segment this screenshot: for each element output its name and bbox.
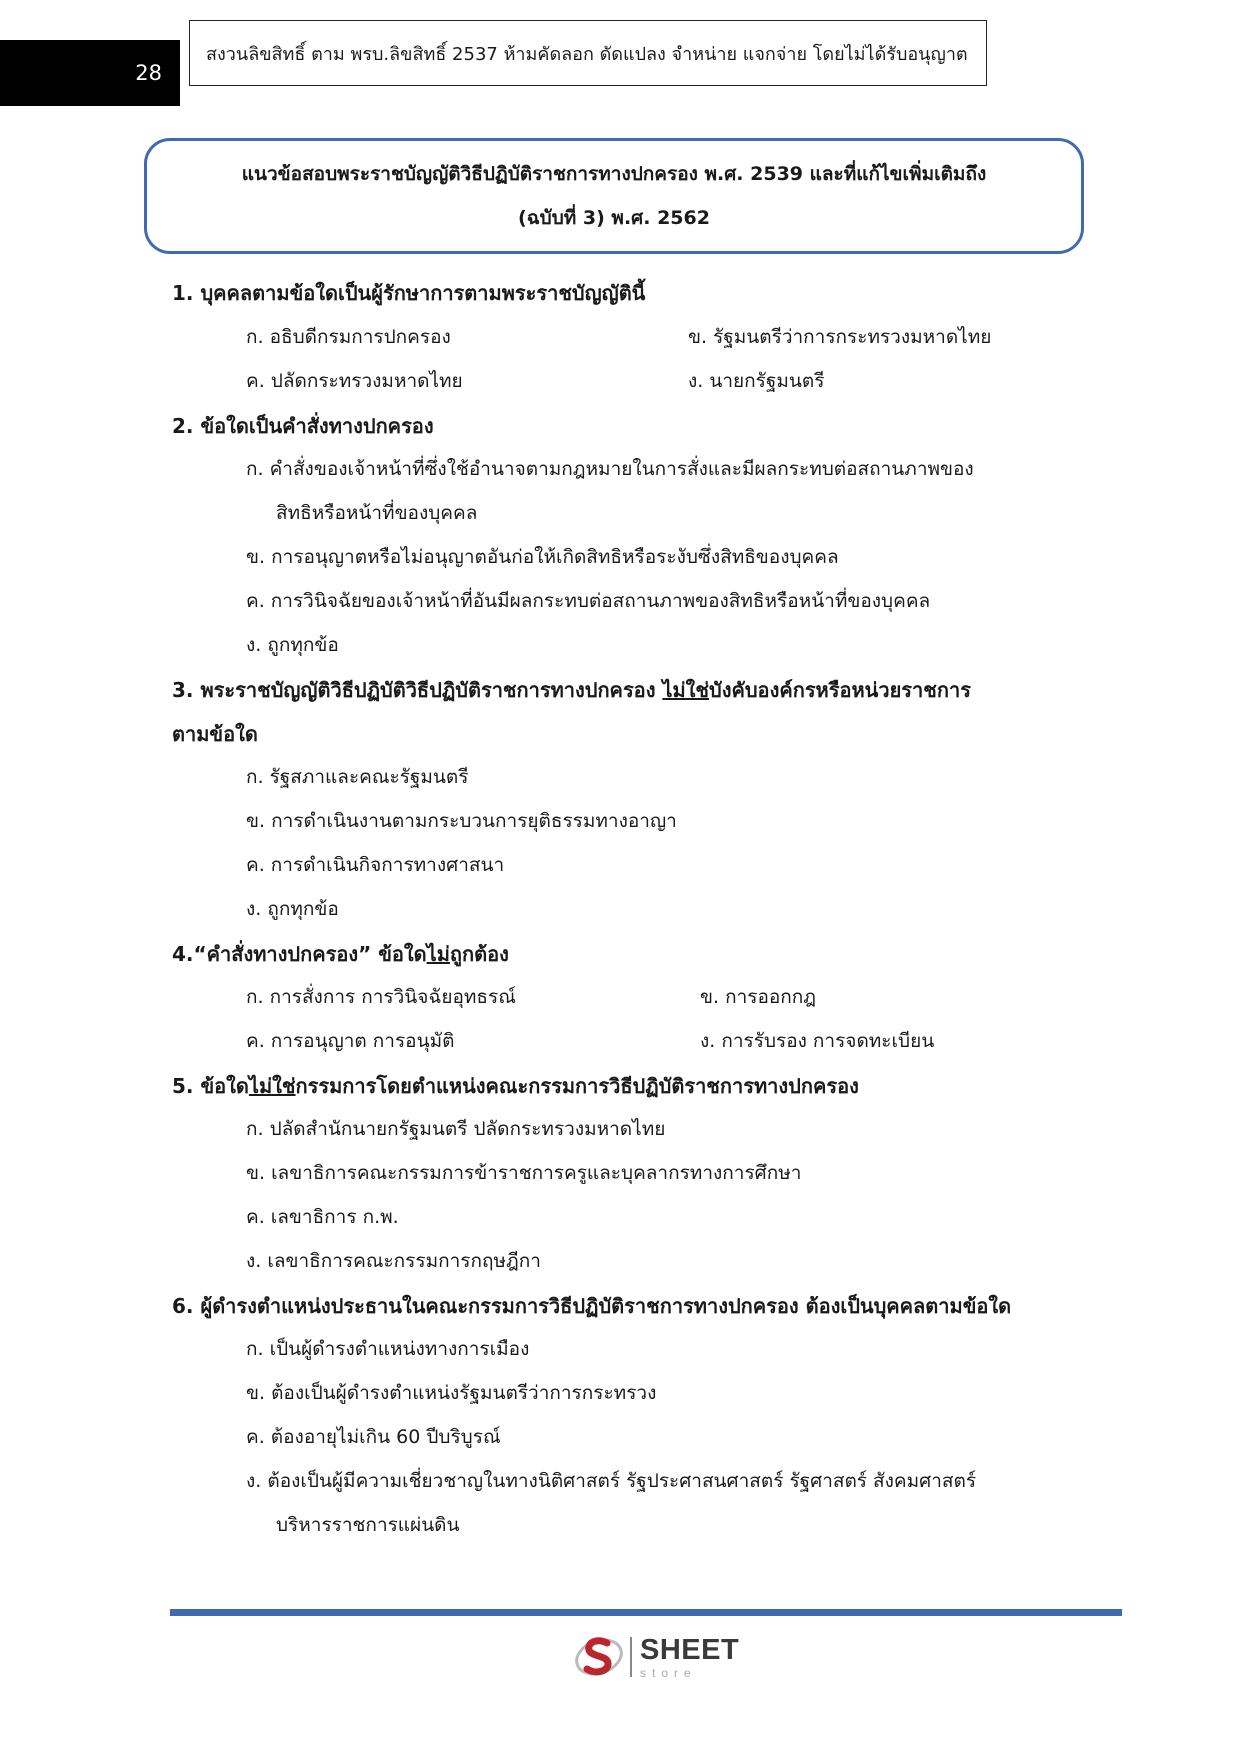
q3-text-underlined: ไม่ใช่ <box>662 678 710 702</box>
logo-separator <box>630 1637 632 1677</box>
q4-option-c: ค. การอนุญาต การอนุมัติ <box>246 1030 455 1052</box>
q5-text-underlined: ไม่ใช่ <box>248 1074 296 1098</box>
q4-text-before: 4.“คำสั่งทางปกครอง” ข้อใด <box>172 942 427 966</box>
q3-option-b: ข. การดำเนินงานตามกระบวนการยุติธรรมทางอาญา <box>246 810 677 832</box>
q3-text-before: 3. พระราชบัญญัติวิธีปฏิบัติวิธีปฏิบัติราชการทางปกครอง <box>172 678 663 702</box>
q3-option-c: ค. การดำเนินกิจการทางศาสนา <box>246 854 505 876</box>
footer-divider <box>170 1609 1122 1616</box>
question-4 <box>172 938 509 970</box>
q5-option-d: ง. เลขาธิการคณะกรรมการกฤษฎีกา <box>246 1250 541 1272</box>
q4-option-d: ง. การรับรอง การจดทะเบียน <box>700 1030 935 1052</box>
q5-option-a: ก. ปลัดสำนักนายกรัฐมนตรี ปลัดกระทรวงมหาดไทย <box>246 1118 666 1140</box>
q4-text-underlined: ไม่ <box>426 942 450 966</box>
sheet-store-logo <box>574 1630 739 1684</box>
title-line-2: (ฉบับที่ 3) พ.ศ. 2562 <box>518 207 710 229</box>
q5-text-after: กรรมการโดยตำแหน่งคณะกรรมการวิธีปฏิบัติราชการทางปกครอง <box>295 1074 859 1098</box>
q5-option-b: ข. เลขาธิการคณะกรรมการข้าราชการครูและบุคลากรทางการศึกษา <box>246 1162 802 1184</box>
q4-option-a: ก. การสั่งการ การวินิจฉัยอุทธรณ์ <box>246 986 516 1008</box>
logo-sub-text: store <box>640 1665 697 1680</box>
q5-text-before: 5. ข้อใด <box>172 1074 249 1098</box>
q6-option-d-cont: บริหารราชการแผ่นดิน <box>276 1514 460 1536</box>
q5-option-c: ค. เลขาธิการ ก.พ. <box>246 1206 399 1228</box>
question-1: 1. บุคคลตามข้อใดเป็นผู้รักษาการตามพระราชบัญญัตินี้ <box>172 281 646 305</box>
page-number: 28 <box>135 61 162 85</box>
q6-option-d: ง. ต้องเป็นผู้มีความเชี่ยวชาญในทางนิติศาสตร์ รัฐประศาสนศาสตร์ รัฐศาสตร์ สังคมศาสตร์ <box>246 1470 977 1492</box>
q2-option-a: ก. คำสั่งของเจ้าหน้าที่ซึ่งใช้อำนาจตามกฎหมายในการสั่งและมีผลกระทบต่อสถานภาพของ <box>246 458 974 480</box>
q6-option-b: ข. ต้องเป็นผู้ดำรงตำแหน่งรัฐมนตรีว่าการกระทรวง <box>246 1382 657 1404</box>
question-5 <box>172 1070 859 1102</box>
q1-option-b: ข. รัฐมนตรีว่าการกระทรวงมหาดไทย <box>688 326 992 348</box>
q3-text-after: บังคับองค์กรหรือหน่วยราชการ <box>709 678 971 702</box>
q2-option-a-cont: สิทธิหรือหน้าที่ของบุคคล <box>276 502 478 524</box>
q1-option-a: ก. อธิบดีกรมการปกครอง <box>246 326 451 348</box>
q2-option-c: ค. การวินิจฉัยของเจ้าหน้าที่อันมีผลกระทบต่อสถานภาพของสิทธิหรือหน้าที่ของบุคคล <box>246 590 931 612</box>
logo-main-text: SHEET <box>640 1633 740 1666</box>
q6-option-a: ก. เป็นผู้ดำรงตำแหน่งทางการเมือง <box>246 1338 530 1360</box>
title-line-1: แนวข้อสอบพระราชบัญญัติวิธีปฏิบัติราชการทางปกครอง พ.ศ. 2539 และที่แก้ไขเพิ่มเติมถึง <box>241 163 987 185</box>
q1-option-d: ง. นายกรัฐมนตรี <box>688 370 825 392</box>
q2-option-d: ง. ถูกทุกข้อ <box>246 634 339 656</box>
q6-option-c: ค. ต้องอายุไม่เกิน 60 ปีบริบูรณ์ <box>246 1426 501 1448</box>
q2-option-b: ข. การอนุญาตหรือไม่อนุญาตอันก่อให้เกิดสิทธิหรือระงับซึ่งสิทธิของบุคคล <box>246 546 839 568</box>
question-6: 6. ผู้ดำรงตำแหน่งประธานในคณะกรรมการวิธีปฏิบัติราชการทางปกครอง ต้องเป็นบุคคลตามข้อใด <box>172 1294 1012 1318</box>
question-3 <box>172 674 971 706</box>
question-3-cont: ตามข้อใด <box>172 722 258 746</box>
q3-option-a: ก. รัฐสภาและคณะรัฐมนตรี <box>246 766 469 788</box>
question-2: 2. ข้อใดเป็นคำสั่งทางปกครอง <box>172 414 434 438</box>
logo-wordmark <box>640 1633 740 1680</box>
q1-option-c: ค. ปลัดกระทรวงมหาดไทย <box>246 370 463 392</box>
q4-option-b: ข. การออกกฎ <box>700 986 817 1008</box>
sheet-store-s-logo-icon <box>574 1632 624 1682</box>
q4-text-after: ถูกต้อง <box>449 942 509 966</box>
copyright-notice: สงวนลิขสิทธิ์ ตาม พรบ.ลิขสิทธิ์ 2537 ห้ามคัดลอก ดัดแปลง จำหน่าย แจกจ่าย โดยไม่ได้รับอนุญาต <box>206 43 968 65</box>
q3-option-d: ง. ถูกทุกข้อ <box>246 898 339 920</box>
